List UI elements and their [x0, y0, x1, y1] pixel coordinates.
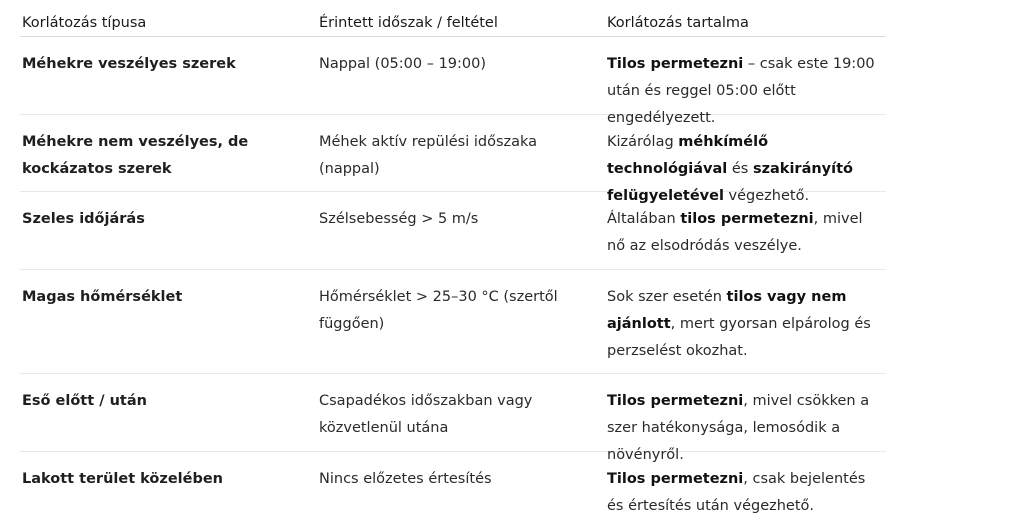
restriction-condition: Nincs előzetes értesítés — [319, 471, 492, 487]
restriction-type: Szeles időjárás — [22, 211, 145, 227]
restriction-condition: Szélsebesség > 5 m/s — [319, 211, 479, 227]
table-row — [20, 374, 886, 463]
restriction-type: Méhekre veszélyes szerek — [22, 56, 236, 72]
table-header-row — [20, 0, 886, 37]
restriction-type: Lakott terület közelében — [22, 471, 224, 487]
content-text: , mivel csökken a szer hatékonysága, lemosódik a növényről. — [607, 393, 870, 463]
content-text: Általában — [607, 211, 681, 227]
restriction-type: Magas hőmérséklet — [22, 289, 183, 305]
emphasis-text: méhkímélő technológiával — [607, 134, 769, 177]
content-text: Kizárólag — [607, 134, 679, 150]
restriction-condition: Hőmérséklet > 25–30 °C (szertől függően) — [319, 289, 558, 332]
table-row — [20, 37, 886, 126]
table-row — [20, 192, 886, 270]
emphasis-text: Tilos permetezni — [607, 56, 744, 72]
emphasis-text: Tilos permetezni — [607, 393, 744, 409]
content-text: és — [727, 161, 753, 177]
emphasis-text: szakirányító felügyeletével — [607, 161, 853, 204]
content-text: , csak bejelentés és értesítés után végezhető. — [607, 471, 866, 514]
header-content: Korlátozás tartalma — [607, 15, 749, 31]
content-text: Sok szer esetén — [607, 289, 727, 305]
table-row — [20, 270, 886, 374]
table-row — [20, 452, 886, 532]
restriction-type: Méhekre nem veszélyes, de kockázatos szerek — [22, 134, 249, 177]
content-text: – csak este 19:00 után és reggel 05:00 előtt engedélyezett. — [607, 56, 875, 126]
restriction-content — [605, 270, 886, 373]
restriction-condition: Nappal (05:00 – 19:00) — [319, 56, 487, 72]
restriction-content — [605, 452, 886, 532]
emphasis-text: Tilos permetezni — [607, 471, 744, 487]
header-condition: Érintett időszak / feltétel — [319, 15, 498, 31]
emphasis-text: tilos vagy nem ajánlott — [607, 289, 847, 332]
table-row — [20, 115, 886, 204]
emphasis-text: tilos permetezni — [680, 211, 814, 227]
content-text: végezhető. — [723, 188, 810, 204]
content-text: , mert gyorsan elpárolog és perzselést okozhat. — [607, 316, 871, 359]
restriction-content — [605, 192, 886, 269]
restriction-type: Eső előtt / után — [22, 393, 147, 409]
content-text: , mivel nő az elsodródás veszélye. — [607, 211, 863, 254]
restriction-condition: Méhek aktív repülési időszaka (nappal) — [319, 134, 538, 177]
restriction-condition: Csapadékos időszakban vagy közvetlenül utána — [319, 393, 533, 436]
header-type: Korlátozás típusa — [22, 15, 147, 31]
restrictions-table — [20, 0, 886, 532]
